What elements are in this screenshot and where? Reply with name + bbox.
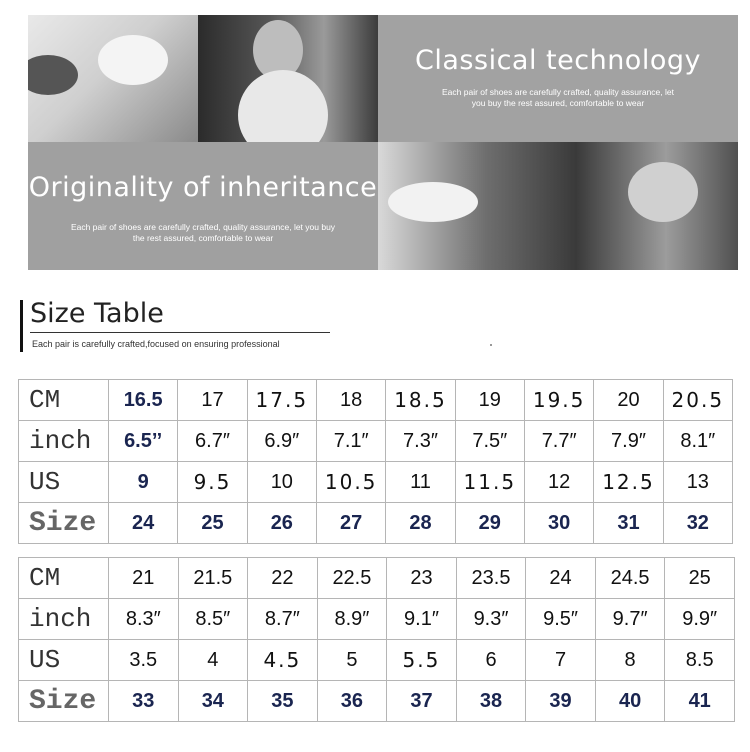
cell-us: 12: [524, 462, 593, 503]
cell-size: 39: [526, 681, 596, 722]
cell-us: 7: [526, 640, 596, 681]
cell-us: 13: [663, 462, 732, 503]
cell-inch: 8.9″: [317, 599, 387, 640]
cell-us: 6: [456, 640, 526, 681]
banner-collage: [28, 15, 738, 270]
cell-inch: 7.7″: [524, 421, 593, 462]
cell-inch: 9.9″: [665, 599, 735, 640]
originality-panel: [28, 142, 378, 270]
cell-us: 4.5: [248, 640, 318, 681]
cell-inch: 7.1″: [316, 421, 385, 462]
cell-size: 28: [386, 503, 455, 544]
row-label-size: Size: [19, 503, 109, 544]
sketching-hand-photo: [28, 15, 198, 142]
cell-inch: 6.9″: [247, 421, 316, 462]
cell-us: 10: [247, 462, 316, 503]
cell-inch: 7.3″: [386, 421, 455, 462]
cell-us: 5.5: [387, 640, 457, 681]
panel-a-title: Classical technology: [415, 45, 701, 76]
panel-b-subtitle: Each pair of shoes are carefully crafted, quality assurance, let you buy the rest assured, comfortable to wear: [70, 222, 336, 243]
cell-inch: 8.5″: [178, 599, 248, 640]
size-table-title: Size Table: [30, 298, 164, 329]
cell-cm: 21: [109, 558, 179, 599]
cell-size: 36: [317, 681, 387, 722]
cell-cm: 21.5: [178, 558, 248, 599]
cell-size: 35: [248, 681, 318, 722]
cell-cm: 24: [526, 558, 596, 599]
stray-dot: [490, 344, 492, 346]
table-row: [19, 503, 733, 544]
cell-us: 9: [109, 462, 178, 503]
table-row: [19, 421, 733, 462]
cell-size: 38: [456, 681, 526, 722]
cell-size: 26: [247, 503, 316, 544]
cell-inch: 8.1″: [663, 421, 732, 462]
row-label-cm: CM: [19, 558, 109, 599]
heading-accent-bar: [20, 300, 23, 352]
panel-b-title: Originality of inheritance: [28, 172, 378, 203]
cell-us: 8.5: [665, 640, 735, 681]
cell-cm: 18: [316, 380, 385, 421]
row-label-us: US: [19, 462, 109, 503]
cell-cm: 23: [387, 558, 457, 599]
cell-cm: 22.5: [317, 558, 387, 599]
cell-us: 3.5: [109, 640, 179, 681]
cell-inch: 9.7″: [595, 599, 665, 640]
row-label-us: US: [19, 640, 109, 681]
cell-inch: 7.5″: [455, 421, 524, 462]
cell-size: 29: [455, 503, 524, 544]
cell-size: 25: [178, 503, 247, 544]
cell-us: 5: [317, 640, 387, 681]
cell-size: 24: [109, 503, 178, 544]
cell-inch: 9.5″: [526, 599, 596, 640]
cell-size: 31: [594, 503, 663, 544]
table-row: [19, 681, 735, 722]
cell-cm: 20.5: [663, 380, 732, 421]
cell-inch: 8.3″: [109, 599, 179, 640]
cell-inch: 9.1″: [387, 599, 457, 640]
cell-size: 41: [665, 681, 735, 722]
cell-cm: 18.5: [386, 380, 455, 421]
size-table-2: [18, 557, 735, 722]
cell-size: 40: [595, 681, 665, 722]
cell-size: 32: [663, 503, 732, 544]
cell-us: 11.5: [455, 462, 524, 503]
cell-us: 10.5: [316, 462, 385, 503]
size-table-subtitle: Each pair is carefully crafted,focused on ensuring professional: [32, 339, 280, 349]
row-label-inch: inch: [19, 599, 109, 640]
cell-cm: 24.5: [595, 558, 665, 599]
cell-cm: 25: [665, 558, 735, 599]
cell-us: 11: [386, 462, 455, 503]
cell-us: 9.5: [178, 462, 247, 503]
panel-a-subtitle: Each pair of shoes are carefully crafted, quality assurance, let you buy the rest assured, comfortable to wear: [442, 87, 674, 108]
table-row: [19, 380, 733, 421]
cell-cm: 17: [178, 380, 247, 421]
row-label-cm: CM: [19, 380, 109, 421]
cell-cm: 19.5: [524, 380, 593, 421]
cell-size: 30: [524, 503, 593, 544]
cell-size: 34: [178, 681, 248, 722]
cell-us: 4: [178, 640, 248, 681]
table-row: [19, 599, 735, 640]
cell-cm: 20: [594, 380, 663, 421]
cell-cm: 23.5: [456, 558, 526, 599]
cell-cm: 17.5: [247, 380, 316, 421]
cell-inch: 6.7″: [178, 421, 247, 462]
table-row: [19, 558, 735, 599]
cell-inch: 7.9″: [594, 421, 663, 462]
cell-us: 12.5: [594, 462, 663, 503]
row-label-size: Size: [19, 681, 109, 722]
cell-size: 37: [387, 681, 457, 722]
cell-size: 27: [316, 503, 385, 544]
cell-cm: 22: [248, 558, 318, 599]
table-row: [19, 462, 733, 503]
craftsmanship-photo: [378, 142, 738, 270]
cell-size: 33: [109, 681, 179, 722]
cell-inch: 9.3″: [456, 599, 526, 640]
cell-inch: 6.5’’: [109, 421, 178, 462]
cell-us: 8: [595, 640, 665, 681]
heading-divider: [30, 332, 330, 333]
cell-inch: 8.7″: [248, 599, 318, 640]
classical-technology-panel: [378, 15, 738, 142]
cell-cm: 16.5: [109, 380, 178, 421]
table-row: [19, 640, 735, 681]
size-table-1: [18, 379, 733, 544]
row-label-inch: inch: [19, 421, 109, 462]
cell-cm: 19: [455, 380, 524, 421]
shoemaker-portrait-photo: [198, 15, 378, 142]
